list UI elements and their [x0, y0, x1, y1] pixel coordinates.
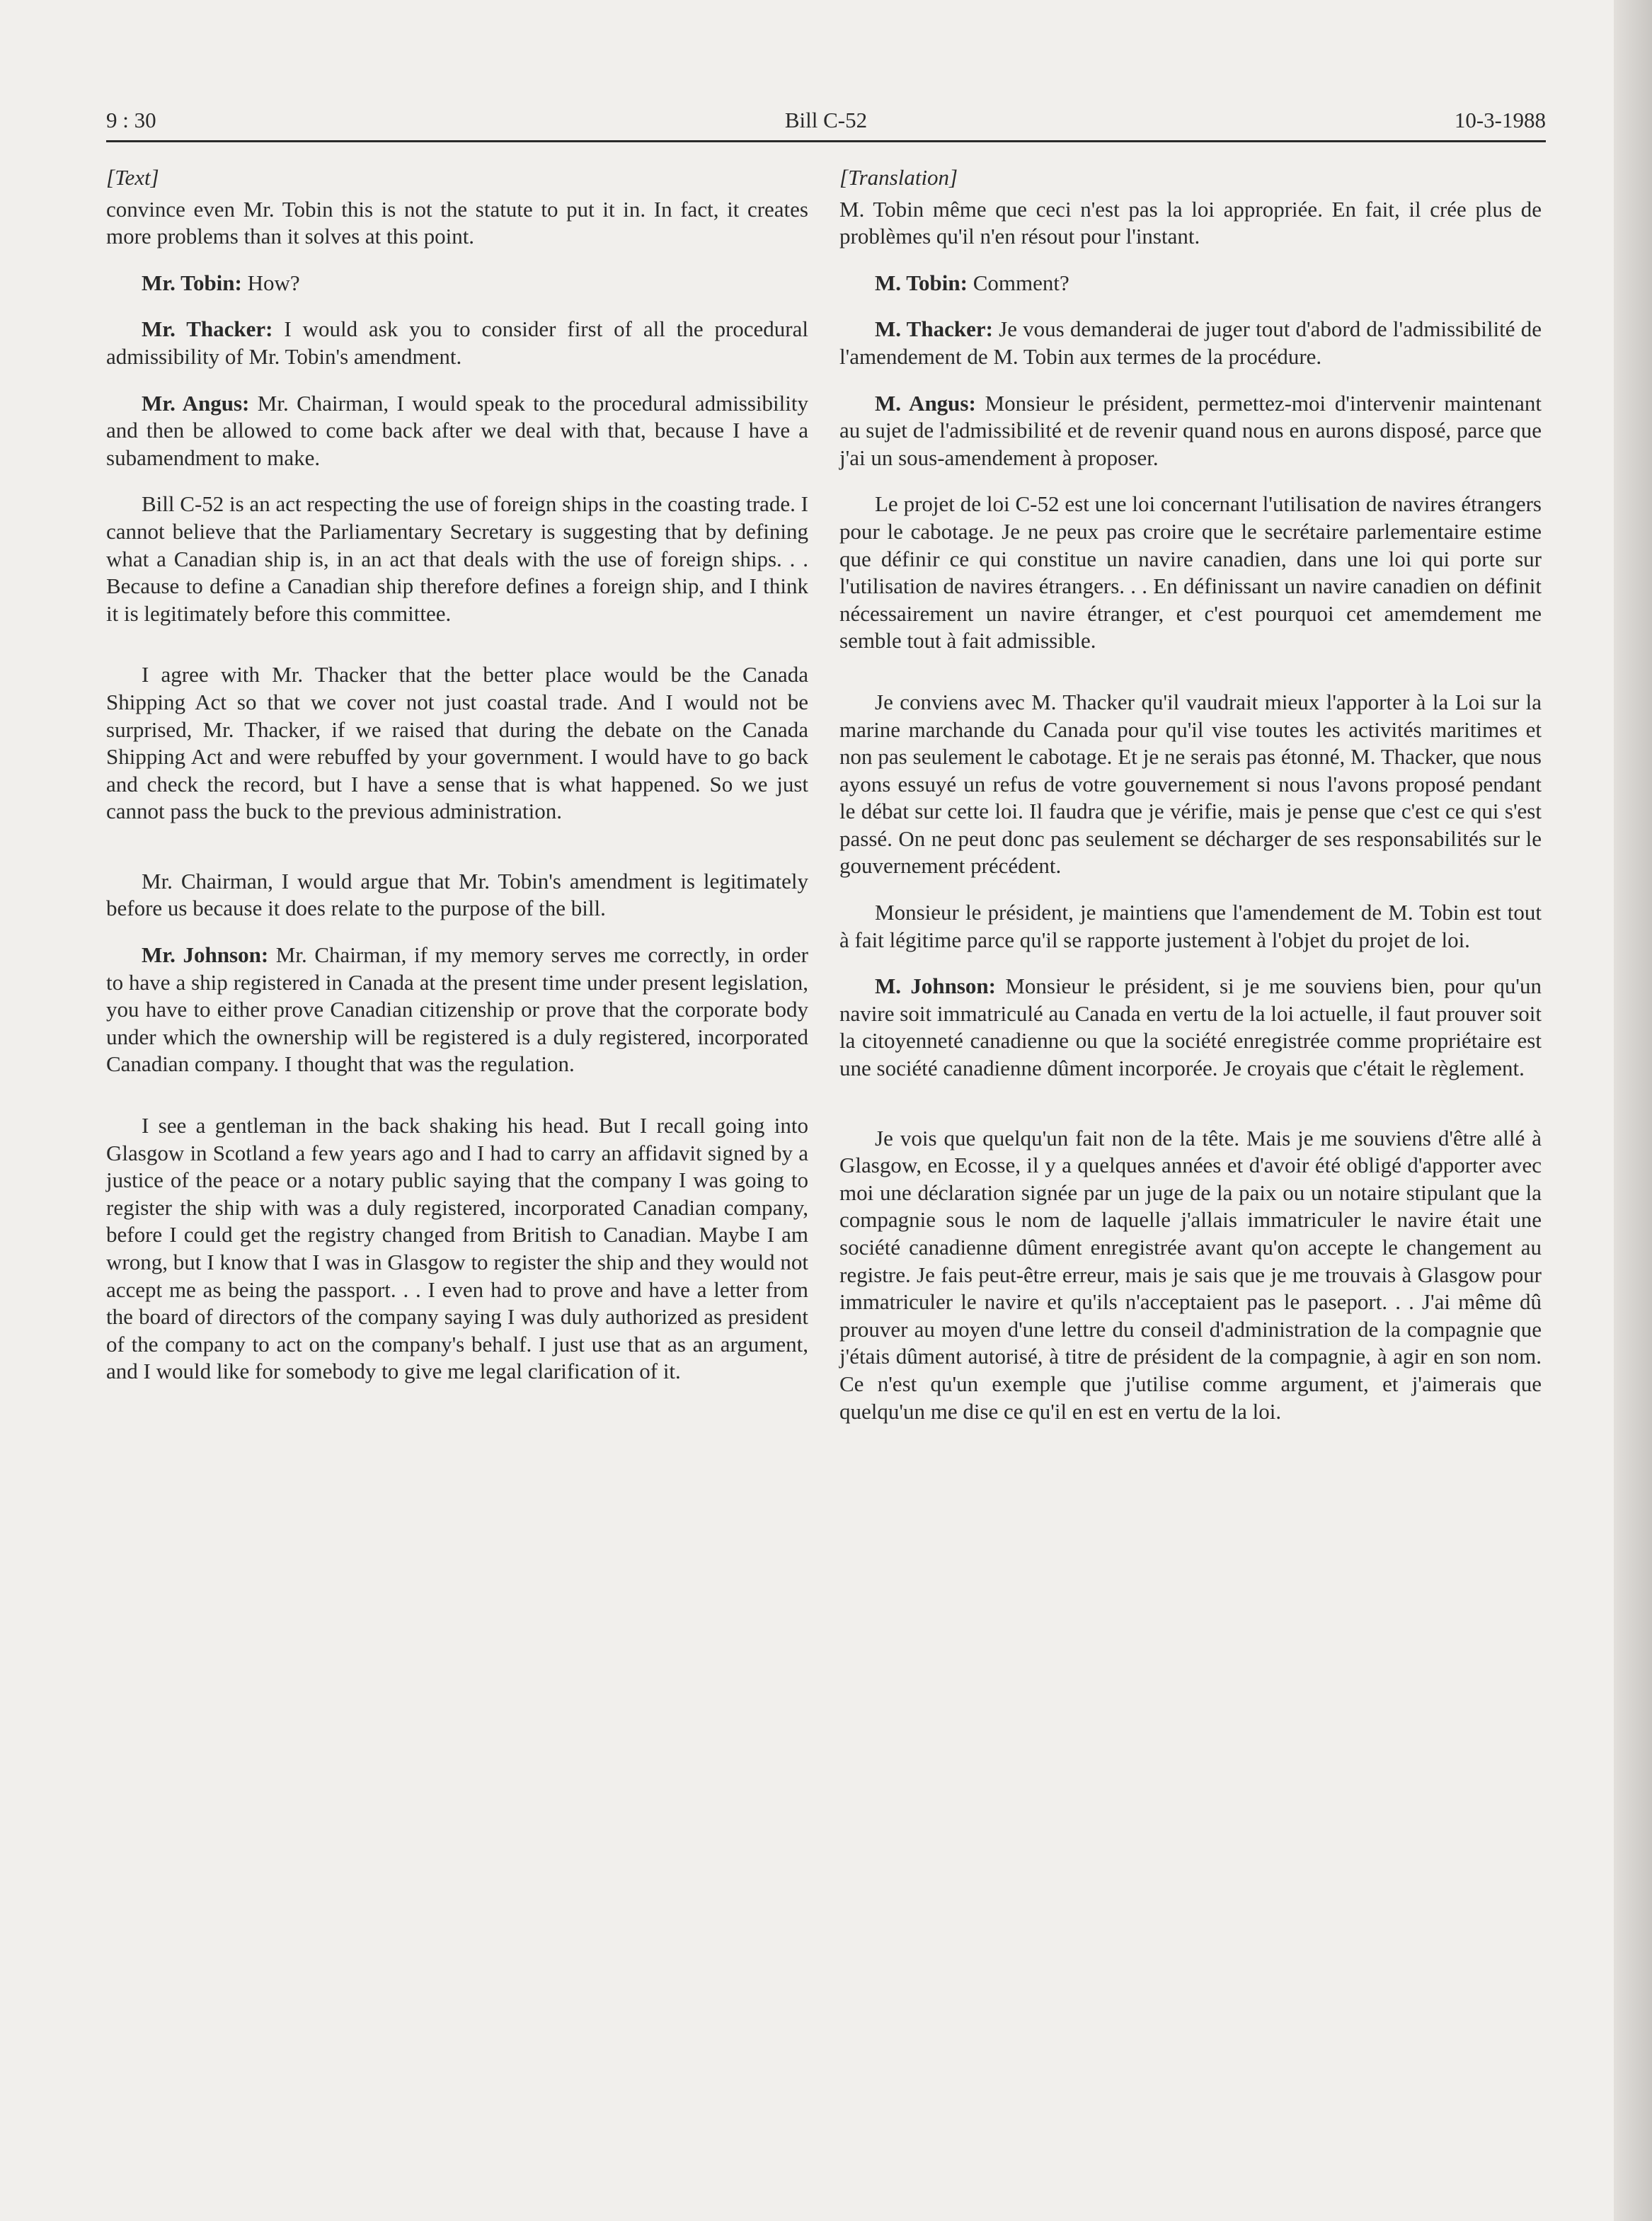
paragraph: Mr. Angus: Mr. Chairman, I would speak to the procedural admissibility and then be allowed to come back after we deal with that, because I have a subamendment to make. — [106, 390, 809, 470]
english-column — [106, 164, 808, 1405]
paragraph: M. Johnson: Monsieur le président, si je me souviens bien, pour qu'un navire soit immatriculé au Canada en vertu de la loi actuelle, il faut prouver soit la citoyenneté canadienne ou que la société enregistrée comme propriétaire est une société canadienne dûment incorporée. Je croyais que c'était le règlement. — [839, 974, 1542, 1081]
paragraph: I agree with Mr. Thacker that the better place would be the Canada Shipping Act so that we cover not just coastal trade. And I would not be surprised, Mr. Thacker, if we raised that during the debate on the Canada Shipping Act and were rebuffed by your government. I would have to go back and check the record, but I have a sense that is what happened. So we just cannot pass the buck to the previous administration. — [106, 662, 808, 824]
page-number: 9 : 30 — [106, 108, 156, 132]
paragraph: Je conviens avec M. Thacker qu'il vaudrait mieux l'apporter à la Loi sur la marine marchande du Canada pour qu'il vise toutes les activités maritimes et non pas seulement le cabotage. Et je ne serais pas étonné, M. Thacker, que nous ayons essuyé un refus de votre gouvernement si nous l'avons proposé pendant le débat sur cette loi. Il faudra que je vérifie, mais je pense que c'est ce qui s'est passé. On ne peut donc pas seulement se décharger de ses responsabilités sur le gouvernement précédent. — [839, 689, 1542, 879]
paragraph: M. Thacker: Je vous demanderai de juger tout d'abord de l'admissibilité de l'amendement de M. Tobin aux termes de la procédure. — [839, 316, 1542, 369]
column-tag: [Text] — [106, 165, 159, 190]
speaker-name: M. Johnson: — [875, 974, 996, 999]
paragraph: Mr. Johnson: Mr. Chairman, if my memory serves me correctly, in order to have a ship registered in Canada at the present time under present legislation, you have to either prove Canadian citizenship or prove that the corporate body under which the ownership will be registered is a duly registered, incorporated Canadian company. I thought that was the regulation. — [106, 942, 808, 1077]
speaker-name: Mr. Thacker: — [142, 316, 273, 342]
speaker-name: Mr. Johnson: — [142, 942, 269, 968]
speaker-name: M. Angus: — [875, 390, 976, 416]
page-edge-shadow — [1614, 0, 1652, 2221]
speaker-name: Mr. Tobin: — [142, 270, 242, 295]
paragraph: M. Angus: Monsieur le président, permettez-moi d'intervenir maintenant au sujet de l'admissibilité et de revenir quand nous en aurons disposé, parce que j'ai un sous-amendement à proposer. — [839, 390, 1542, 470]
paragraph: M. Tobin même que ceci n'est pas la loi appropriée. En fait, il crée plus de problèmes qu'il n'en résout pour l'instant. — [839, 196, 1542, 249]
paragraph: convince even Mr. Tobin this is not the statute to put it in. In fact, it creates more problems than it solves at this point. — [106, 196, 808, 249]
paragraph: Bill C-52 is an act respecting the use of foreign ships in the coasting trade. I cannot believe that the Parliamentary Secretary is suggesting that by defining what a Canadian ship is, in an act that deals with the use of foreign ships. . . Because to define a Canadian ship therefore defines a foreign ship, and I think it is legitimately before this committee. — [106, 491, 808, 626]
paragraph: Je vois que quelqu'un fait non de la tête. Mais je me souviens d'être allé à Glasgow, en Ecosse, il y a quelques années et d'avoir été obligé d'apporter avec moi une déclaration signée par un juge de la paix ou un notaire stipulant que la compagnie sous le nom de laquelle j'allais immatriculer le navire était une société canadienne dûment enregistrée avant qu'on accepte le changement au registre. Je fais peut-être erreur, mais je sais que je me trouvais à Glasgow pour immatriculer le navire et qu'ils n'acceptaient pas le paseport. . . J'ai même dû prouver au moyen d'une lettre du conseil d'administration de la compagnie que j'étais dûment autorisé, à titre de président de la compagnie, à agir en son nom. Ce n'est qu'un exemple que j'utilise comme argument, et j'aimerais que quelqu'un me dise ce qu'il en est en vertu de la loi. — [839, 1125, 1542, 1424]
paragraph: M. Tobin: Comment? — [875, 270, 1069, 295]
page-header — [106, 105, 1546, 142]
column-tag: [Translation] — [839, 165, 958, 190]
paragraph: Le projet de loi C-52 est une loi concernant l'utilisation de navires étrangers pour le cabotage. Je ne peux pas croire que le secrétaire parlementaire estime que définir ce qui constitue un navire canadien, dans une loi qui porte sur l'utilisation de navires étrangers. . . En définissant un navire canadien on définit nécessairement un navire étranger, et c'est pourquoi cet amemdement me semble tout à fait admissible. — [839, 491, 1542, 653]
page-title: Bill C-52 — [784, 108, 868, 132]
paragraph: Mr. Chairman, I would argue that Mr. Tobin's amendment is legitimately before us because it does relate to the purpose of the bill. — [106, 868, 808, 921]
page-date: 10-3-1988 — [1454, 108, 1546, 132]
speaker-name: M. Tobin: — [875, 270, 968, 295]
paragraph: Mr. Tobin: How? — [142, 270, 300, 295]
paragraph: Monsieur le président, je maintiens que l'amendement de M. Tobin est tout à fait légitime parce qu'il se rapporte justement à l'objet du projet de loi. — [839, 900, 1542, 952]
paragraph: I see a gentleman in the back shaking his head. But I recall going into Glasgow in Scotland a few years ago and I had to carry an affidavit signed by a justice of the peace or a notary public saying that the company I was going to register the ship with was a duly registered, incorporated Canadian company, before I could get the registry changed from British to Canadian. Maybe I am wrong, but I know that I was in Glasgow to register the ship and they would not accept me as being the passport. . . I even had to prove and have a letter from the board of directors of the company saying I was duly authorized as president of the company to act on the company's behalf. I just use that as an argument, and I would like for somebody to give me legal clarification of it. — [106, 1113, 808, 1384]
french-column — [839, 164, 1542, 1444]
speaker-name: Mr. Angus: — [142, 390, 250, 416]
speaker-name: M. Thacker: — [875, 316, 993, 342]
paragraph: Mr. Thacker: I would ask you to consider first of all the procedural admissibility of Mr. Tobin's amendment. — [106, 316, 808, 369]
